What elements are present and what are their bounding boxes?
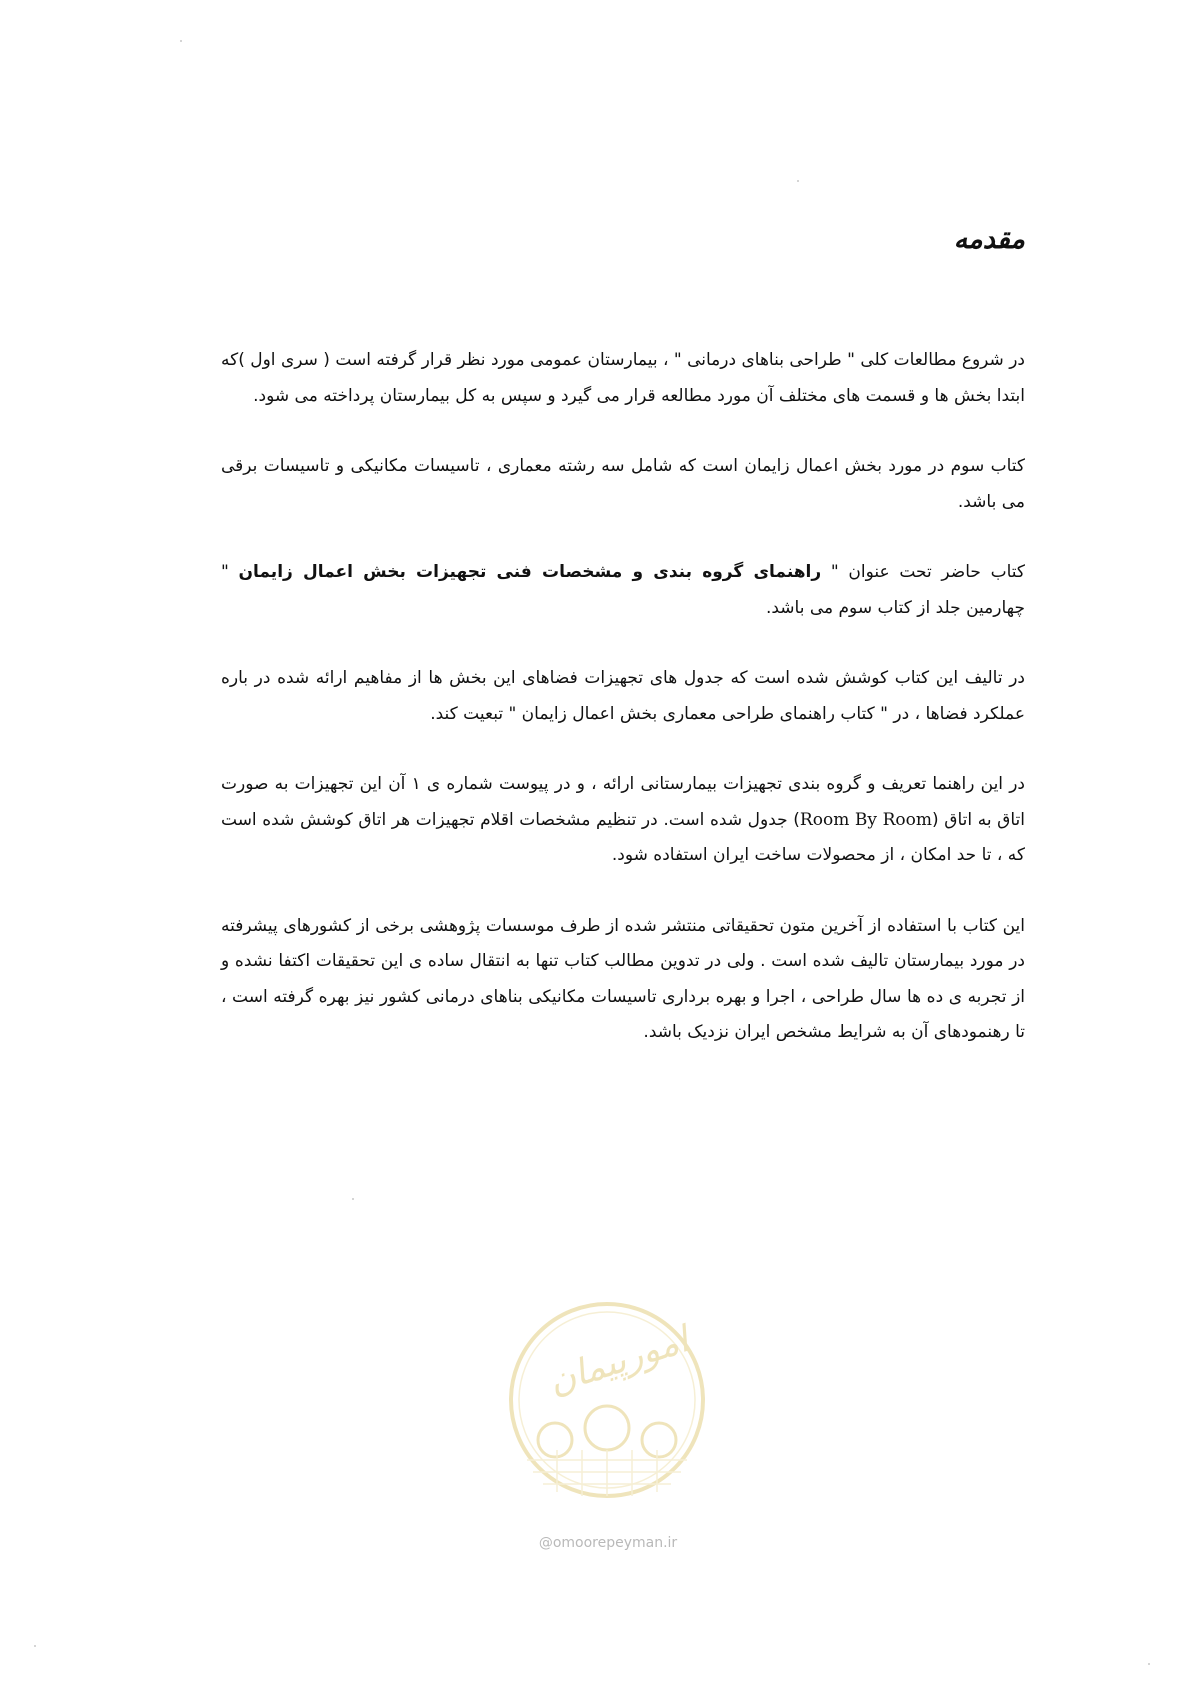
paragraph-3-tail: " چهارمین جلد از کتاب سوم می باشد. [221,562,1025,618]
scan-speck [1148,1663,1150,1665]
watermark-caption: @omoorepeyman.ir [538,1535,678,1551]
scan-speck [180,40,182,42]
watermark-logo [487,1300,727,1500]
paragraph-3 [221,555,1025,626]
paragraph-6: این کتاب با استفاده از آخرین متون تحقیقاتی منتشر شده از طرف موسسات پژوهشی برخی از کشورهای پیشرفته در مورد بیمارستان تالیف شده است . ولی در تدوین مطالب کتاب تنها به انتقال ساده ی این تحقیقات اکتفا نشده و از تجربه ی ده ها سال طراحی ، اجرا و بهره برداری تاسیسات مکانیکی بناهای درمانی کشور نیز بهره گرفته است ، تا رهنمودهای آن به شرایط مشخص ایران نزدیک باشد. [221,915,1025,1042]
scan-speck [34,1645,36,1647]
paragraph-2: کتاب سوم در مورد بخش اعمال زایمان است که شامل سه رشته معماری ، تاسیسات مکانیکی و تاسیسات برقی می باشد. [221,456,1025,512]
paragraph-1: در شروع مطالعات کلی " طراحی بناهای درمانی " ، بیمارستان عمومی مورد نظر قرار گرفته است ( سری اول )که ابتدا بخش ها و قسمت های مختلف آن مورد مطالعه قرار می گیرد و سپس به کل بیمارستان پرداخته می شود. [221,350,1025,406]
paragraph-5 [221,767,1025,874]
scan-speck [797,180,799,182]
document-body [221,343,1025,1086]
book-title-bold: راهنمای گروه بندی و مشخصات فنی تجهیزات بخش اعمال زایمان [238,562,822,582]
paragraph-5-lead: در این راهنما تعریف و گروه بندی تجهیزات بیمارستانی ارائه ، و در پیوست شماره ی ۱ آن این تجهیزات به صورت اتاق به اتاق ( [221,774,1025,830]
page-title: مقدمه [953,224,1025,255]
paragraph-4: در تالیف این کتاب کوشش شده است که جدول های تجهیزات فضاهای این بخش ها از مفاهیم ارائه شده در باره عملکرد فضاها ، در " کتاب راهنمای طراحی معماری بخش اعمال زایمان " تبعیت کند. [221,668,1025,724]
paragraph-5-tail: ) جدول شده است. در تنظیم مشخصات اقلام تجهیزات هر اتاق کوشش شده است که ، تا حد امکان ، از محصولات ساخت ایران استفاده شود. [221,809,1025,865]
room-by-room-term: Room By Room [799,809,933,830]
scan-speck [352,1198,354,1200]
watermark-logo-text: امورپیمان [543,1319,694,1403]
paragraph-3-lead: کتاب حاضر تحت عنوان " [821,562,1025,582]
